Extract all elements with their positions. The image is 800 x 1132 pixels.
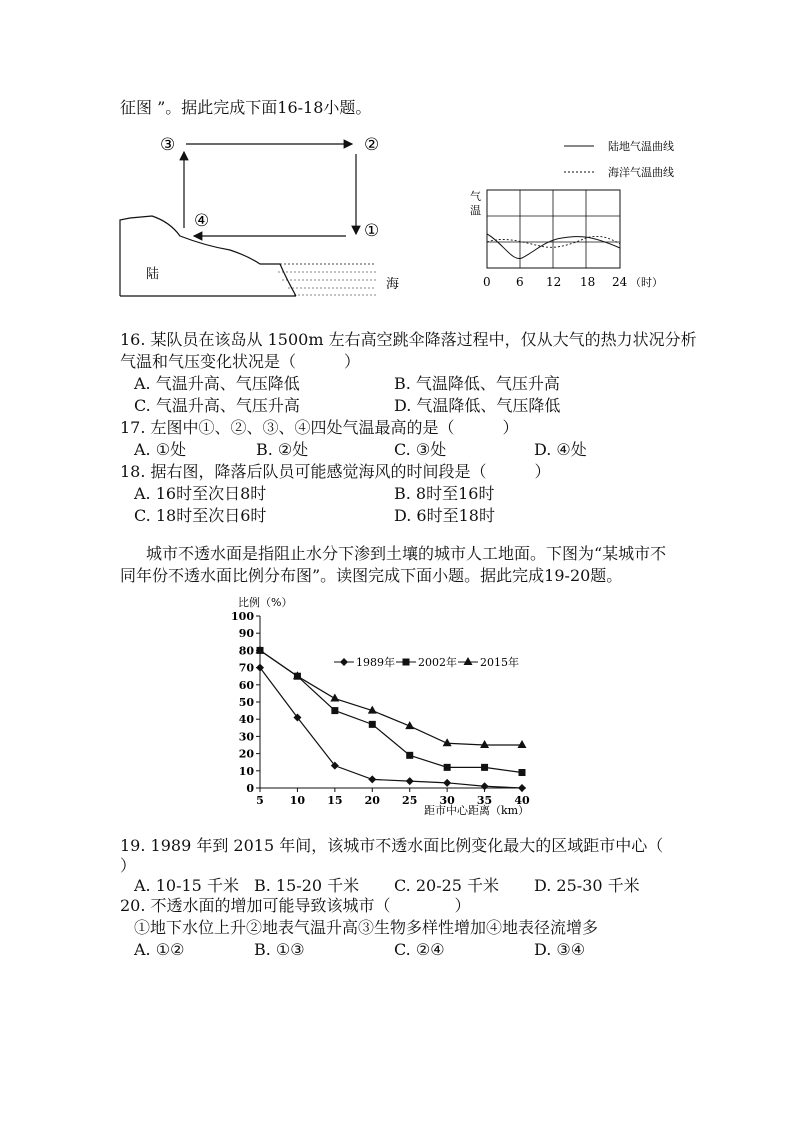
question-19-stem-cont: ） bbox=[120, 856, 137, 875]
question-18-stem: 18. 据右图，降落后队员可能感觉海风的时间段是（ ） bbox=[120, 462, 551, 481]
q19-option-d: D. 25-30 千米 bbox=[534, 876, 640, 895]
x-unit: （时） bbox=[630, 276, 663, 289]
question-16-stem-cont: 气温和气压变化状况是（ ） bbox=[120, 352, 361, 371]
q16-option-c: C. 气温升高、气压升高 bbox=[134, 396, 300, 415]
passage-2-line-1: 城市不透水面是指阻止水分下渗到土壤的城市人工地面。下图为“某城市不 bbox=[146, 544, 667, 563]
q16-option-a: A. 气温升高、气压降低 bbox=[134, 374, 300, 393]
x-tick-label: 5 bbox=[256, 794, 264, 807]
x-tick-label: 15 bbox=[327, 794, 343, 807]
x-tick-label: 10 bbox=[289, 794, 306, 807]
chart-legend bbox=[334, 655, 519, 669]
data-point-square bbox=[331, 707, 338, 714]
data-point-square bbox=[406, 752, 413, 759]
x-tick: 12 bbox=[546, 275, 562, 289]
data-point-square bbox=[519, 769, 526, 776]
data-point-diamond bbox=[518, 784, 526, 792]
x-tick: 0 bbox=[483, 275, 491, 289]
question-20-items: ①地下水位上升②地表气温升高③生物多样性增加④地表径流增多 bbox=[134, 918, 599, 937]
land-temperature-curve bbox=[487, 234, 620, 259]
x-tick: 6 bbox=[516, 275, 524, 289]
data-point-diamond bbox=[368, 775, 376, 783]
q20-option-c: C. ②④ bbox=[394, 940, 445, 959]
x-tick-label: 20 bbox=[364, 794, 380, 807]
legend-series-2015: 2015年 bbox=[480, 656, 519, 669]
q17-option-b: B. ②处 bbox=[256, 440, 309, 459]
q20-option-b: B. ①③ bbox=[254, 940, 305, 959]
question-17-stem: 17. 左图中①、②、③、④四处气温最高的是（ ） bbox=[120, 418, 519, 437]
intro-text: 征图 ”。据此完成下面16-18小题。 bbox=[120, 98, 372, 117]
q18-option-c: C. 18时至次日6时 bbox=[134, 506, 267, 525]
land-label: 陆 bbox=[146, 267, 160, 282]
y-tick-label: 70 bbox=[238, 661, 254, 675]
impervious-surface-chart bbox=[226, 592, 546, 822]
y-tick-label: 20 bbox=[238, 747, 254, 761]
point-3-label: ③ bbox=[160, 135, 176, 155]
legend-marker-diamond bbox=[340, 658, 348, 666]
q19-option-a: A. 10-15 千米 bbox=[134, 876, 239, 895]
x-tick-label: 35 bbox=[476, 794, 493, 807]
q16-option-b: B. 气温降低、气压升高 bbox=[394, 374, 560, 393]
q17-option-a: A. ①处 bbox=[134, 440, 187, 459]
y-tick-label: 10 bbox=[238, 764, 254, 778]
point-4-label: ④ bbox=[194, 211, 210, 231]
data-point-square bbox=[444, 764, 451, 771]
data-point-triangle bbox=[480, 740, 489, 748]
q19-option-b: B. 15-20 千米 bbox=[254, 876, 360, 895]
legend-marker-square bbox=[403, 659, 410, 666]
chart-x-label: 距市中心距离（km） bbox=[424, 804, 530, 817]
q20-option-d: D. ③④ bbox=[534, 940, 586, 959]
y-tick-label: 40 bbox=[238, 713, 254, 727]
point-1-label: ① bbox=[364, 221, 380, 241]
legend-land-label: 陆地气温曲线 bbox=[608, 140, 674, 153]
passage-2-line-2: 同年份不透水面比例分布图”。读图完成下面小题。据此完成19-20题。 bbox=[120, 566, 623, 585]
question-20-stem: 20. 不透水面的增加可能导致该城市（ ） bbox=[120, 896, 471, 915]
q17-option-c: C. ③处 bbox=[394, 440, 447, 459]
q20-option-a: A. ①② bbox=[134, 940, 185, 959]
legend-marker-triangle bbox=[464, 657, 473, 665]
plot-frame bbox=[487, 190, 620, 268]
legend-series-1989: 1989年 bbox=[356, 656, 395, 669]
point-2-label: ② bbox=[364, 135, 380, 155]
q18-option-a: A. 16时至次日8时 bbox=[134, 484, 267, 503]
legend-sea-label: 海洋气温曲线 bbox=[608, 166, 674, 179]
legend-series-2002: 2002年 bbox=[418, 656, 457, 669]
land-sea-circulation-diagram bbox=[110, 128, 410, 304]
y-axis-label-char: 温 bbox=[470, 204, 481, 217]
x-tick-label: 30 bbox=[439, 794, 455, 807]
y-tick-label: 80 bbox=[238, 644, 254, 658]
y-tick-label: 50 bbox=[238, 696, 254, 709]
y-tick-label: 30 bbox=[238, 730, 254, 744]
question-16-stem: 16. 某队员在该岛从 1500m 左右高空跳伞降落过程中，仅从大气的热力状况分析 bbox=[120, 330, 697, 349]
question-19-stem: 19. 1989 年到 2015 年间，该城市不透水面比例变化最大的区域距市中心（ bbox=[120, 836, 664, 855]
temperature-curve-chart bbox=[460, 134, 700, 298]
x-tick: 24 bbox=[612, 275, 628, 289]
sea-label: 海 bbox=[386, 277, 400, 292]
data-point-diamond bbox=[481, 782, 489, 790]
y-axis-label-char: 气 bbox=[470, 190, 481, 203]
y-tick-label: 100 bbox=[231, 610, 254, 623]
q19-option-c: C. 20-25 千米 bbox=[394, 876, 500, 895]
q18-option-d: D. 6时至18时 bbox=[394, 506, 495, 525]
x-tick: 18 bbox=[580, 275, 596, 289]
data-point-square bbox=[481, 764, 488, 771]
y-tick-label: 90 bbox=[238, 627, 254, 641]
y-tick-label: 60 bbox=[238, 678, 254, 692]
q18-option-b: B. 8时至16时 bbox=[394, 484, 495, 503]
x-tick-label: 40 bbox=[514, 794, 530, 807]
q17-option-d: D. ④处 bbox=[534, 440, 587, 459]
x-tick-label: 25 bbox=[402, 794, 418, 807]
data-point-triangle bbox=[518, 740, 527, 748]
data-point-square bbox=[369, 721, 376, 728]
data-point-diamond bbox=[406, 777, 414, 785]
data-point-diamond bbox=[443, 779, 451, 787]
chart-y-label: 比例（%） bbox=[238, 596, 293, 609]
y-tick-label: 0 bbox=[246, 782, 254, 795]
data-point-triangle bbox=[330, 694, 339, 702]
q16-option-d: D. 气温降低、气压降低 bbox=[394, 396, 561, 415]
